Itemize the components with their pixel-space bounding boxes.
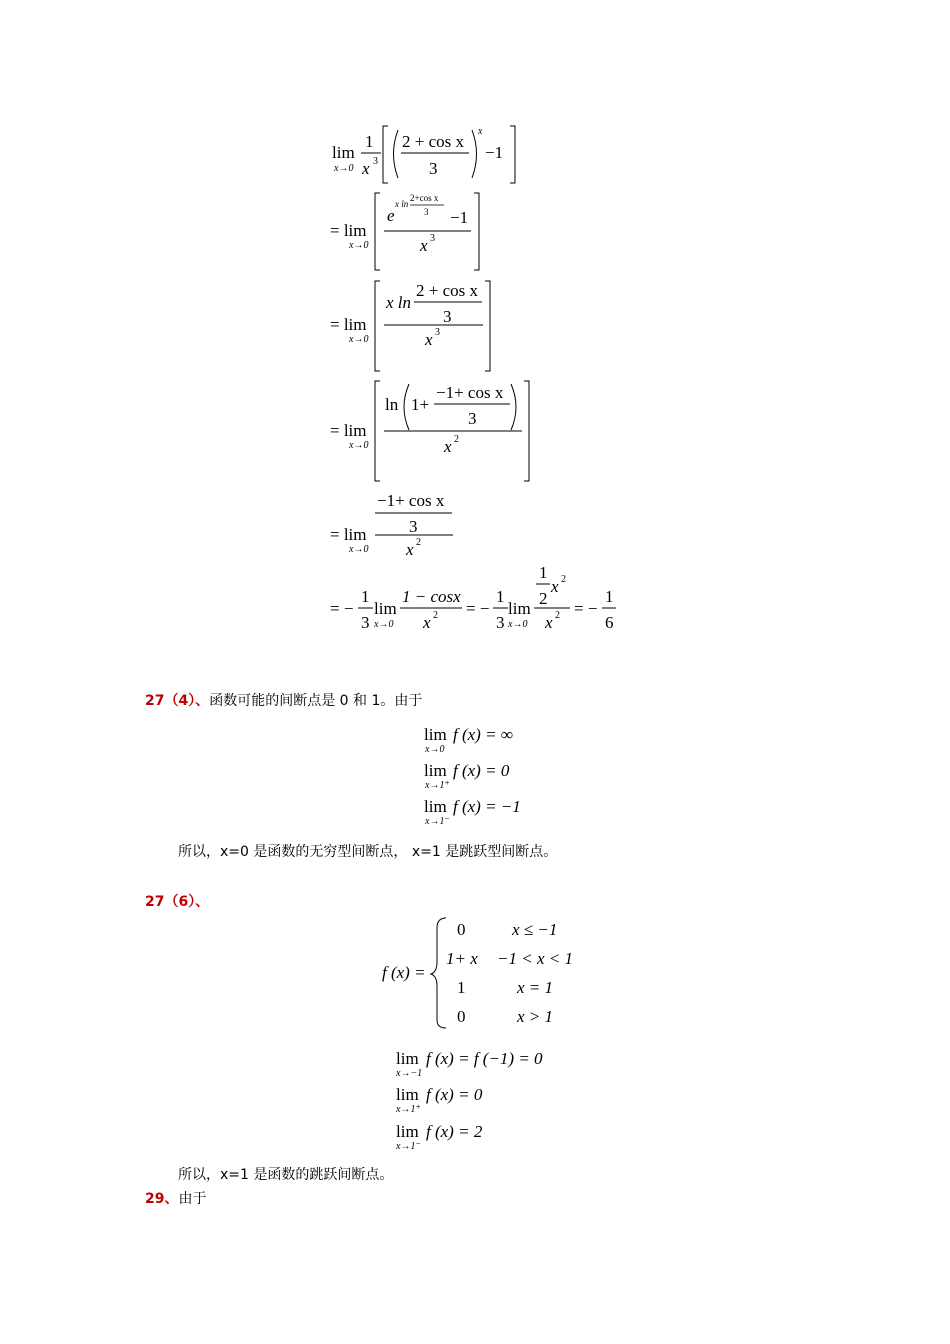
q27-4-limit-1	[424, 725, 513, 755]
inner-denominator: 3	[429, 159, 438, 178]
denominator-x: x	[444, 437, 452, 456]
equals-lim: = lim	[330, 421, 367, 440]
case-value: 1+ x	[446, 949, 478, 968]
case-value: 1	[457, 978, 466, 997]
svg-text:lim: lim	[424, 761, 447, 780]
limit-expression: f (x) = 2	[426, 1122, 483, 1141]
derivation-line-6	[330, 563, 616, 632]
q27-4-limit-3	[424, 797, 521, 827]
q27-6-piecewise	[0, 912, 950, 1042]
derivation-line-5	[330, 491, 453, 559]
denominator-exponent: 3	[435, 327, 440, 338]
lim-label-2: lim	[508, 599, 531, 618]
derivation-line-3	[330, 281, 490, 371]
limit-expression: f (x) = f (−1) = 0	[426, 1049, 543, 1068]
limit-expression: f (x) = ∞	[453, 725, 513, 744]
equals-lim: = lim	[330, 315, 367, 334]
denominator-x: x	[423, 613, 431, 632]
denominator-exponent: 2	[433, 610, 438, 621]
lim-subscript: x→0	[349, 334, 369, 345]
limit-subscript: x→1⁺	[396, 1104, 421, 1115]
case-condition: −1 < x < 1	[497, 949, 573, 968]
numerator-1-cosx: 1 − cosx	[402, 587, 461, 606]
denominator-x: x	[406, 540, 414, 559]
exponent-denominator: 3	[424, 207, 429, 217]
ln: ln	[385, 395, 399, 414]
lim-subscript: x→0	[334, 163, 354, 174]
minus-one: −1	[450, 208, 469, 227]
svg-text:lim: lim	[396, 1085, 419, 1104]
case-row-4	[457, 1007, 553, 1026]
inner-numerator: 2 + cos x	[416, 281, 478, 300]
q27-4-intro: 函数可能的间断点是 0 和 1。由于	[209, 693, 423, 709]
limit-subscript: x→0	[425, 744, 445, 755]
svg-text:lim: lim	[396, 1049, 419, 1068]
case-condition: x > 1	[517, 1007, 554, 1026]
lim-subscript: x→0	[349, 544, 369, 555]
denominator-exponent: 2	[416, 537, 421, 548]
exponent-numerator: 2+cos x	[410, 193, 439, 203]
third-denominator-2: 3	[496, 613, 505, 632]
e-base: e	[387, 206, 395, 225]
case-row-1	[457, 920, 557, 939]
third-numerator: 1	[361, 587, 370, 606]
lim-subscript-2: x→0	[508, 619, 528, 630]
derivation-line-1	[332, 126, 515, 183]
final-numerator: 1	[605, 587, 614, 606]
x-ln: x ln	[386, 293, 412, 312]
equals-minus-2: = −	[466, 599, 490, 618]
half-denominator: 2	[539, 589, 548, 608]
denominator-exponent: 2	[454, 434, 459, 445]
q27-4-limits	[0, 720, 950, 830]
equals-minus-3: = −	[574, 599, 598, 618]
case-value: 0	[457, 920, 466, 939]
exponent: 3	[373, 156, 378, 167]
q29-label: 29、	[145, 1191, 179, 1207]
svg-text:lim: lim	[424, 725, 447, 744]
svg-text:lim: lim	[396, 1122, 419, 1141]
half-numerator: 1	[539, 563, 548, 582]
q27-4-heading	[145, 690, 422, 710]
case-condition: x = 1	[517, 978, 554, 997]
q27-6-limit-2	[395, 1085, 483, 1115]
limit-subscript: x→1⁻	[396, 1141, 421, 1152]
q29-heading	[145, 1188, 206, 1208]
case-row-2	[446, 949, 573, 968]
inner-denominator: 3	[443, 307, 452, 326]
equals-minus: = −	[330, 599, 354, 618]
third-denominator: 3	[361, 613, 370, 632]
inner-denominator: 3	[468, 409, 477, 428]
denominator-x-2: x	[545, 613, 553, 632]
q27-4-limit-2	[424, 761, 510, 791]
q27-6-conclusion: 所以，x=1 是函数的跳跃间断点。	[178, 1167, 394, 1183]
lim-label: lim	[332, 143, 355, 162]
lim-subscript: x→0	[349, 240, 369, 251]
derivation-line-2	[330, 193, 479, 270]
limit-expression: f (x) = 0	[453, 761, 510, 780]
function-name: f (x) =	[382, 963, 426, 982]
q27-4-conclusion: 所以，x=0 是函数的无穷型间断点， x=1 是跳跃型间断点。	[178, 844, 558, 860]
inner-numerator: −1+ cos x	[436, 383, 504, 402]
denominator-exponent-2: 2	[555, 610, 560, 621]
limit-expression: f (x) = −1	[453, 797, 521, 816]
q29-text: 由于	[178, 1191, 207, 1207]
limit-subscript: x→−1	[396, 1068, 423, 1079]
inner-numerator: 2 + cos x	[402, 132, 464, 151]
case-row-3	[457, 978, 553, 997]
derivation-line-4	[330, 381, 529, 481]
lim-subscript: x→0	[349, 440, 369, 451]
limit-subscript: x→1⁺	[425, 780, 450, 791]
final-denominator: 6	[605, 613, 614, 632]
one-plus: 1+	[411, 395, 430, 414]
case-value: 0	[457, 1007, 466, 1026]
lim-label: lim	[374, 599, 397, 618]
inner-denominator: 3	[409, 517, 418, 536]
inner-numerator: −1+ cos x	[377, 491, 445, 510]
third-numerator-2: 1	[496, 587, 505, 606]
q27-4-label: 27（4）、	[145, 693, 210, 709]
equals-lim: = lim	[330, 221, 367, 240]
q27-6-limit-1	[395, 1049, 543, 1079]
exponent-xln: x ln	[395, 199, 409, 209]
lim-subscript: x→0	[374, 619, 394, 630]
denominator-x: x	[420, 236, 428, 255]
limit-derivation	[0, 0, 950, 650]
q27-6-label: 27（6）、	[145, 894, 210, 910]
fraction-numerator: 1	[365, 132, 374, 151]
svg-text:lim: lim	[424, 797, 447, 816]
denominator-exponent: 3	[430, 233, 435, 244]
q27-6-limits	[0, 1044, 950, 1154]
minus-one: −1	[485, 143, 504, 162]
half-x-exponent: 2	[561, 574, 566, 585]
power: x	[478, 126, 483, 137]
case-condition: x ≤ −1	[512, 920, 558, 939]
fraction-denominator: x	[362, 159, 370, 178]
half-x: x	[551, 577, 559, 596]
denominator-x: x	[425, 330, 433, 349]
limit-subscript: x→1⁻	[425, 816, 450, 827]
equals-lim: = lim	[330, 525, 367, 544]
q27-6-limit-3	[395, 1122, 483, 1152]
limit-expression: f (x) = 0	[426, 1085, 483, 1104]
